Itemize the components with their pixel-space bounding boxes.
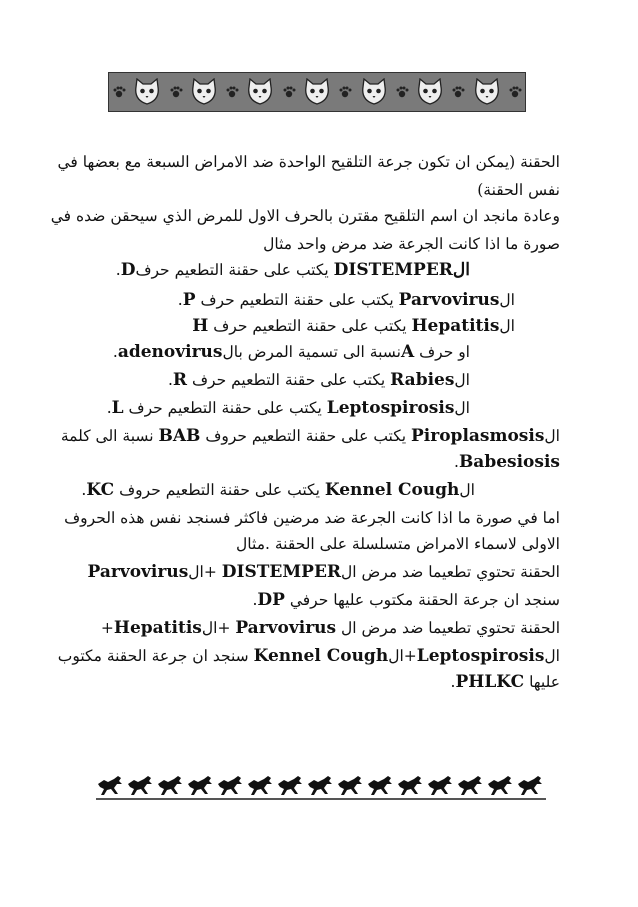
running-dog-icon xyxy=(458,776,482,795)
running-dog-icon xyxy=(488,776,512,795)
cat-face-icon xyxy=(415,78,445,106)
text-line xyxy=(263,234,560,254)
text-segment: او حرف xyxy=(414,343,470,361)
running-dogs-footer xyxy=(96,768,546,802)
running-dog-icon xyxy=(428,776,452,795)
running-dog-icon xyxy=(338,776,362,795)
text-segment: يكتب على حقنة التطعيم حروف xyxy=(114,481,325,499)
text-segment: اما في صورة ما اذا كانت الجرعة ضد مرضين فاكثر فسنجد نفس هذه الحروف xyxy=(64,509,560,527)
text-segment: P xyxy=(182,290,196,310)
text-segment: ال xyxy=(454,399,470,417)
text-segment: DISTEMPER xyxy=(333,260,453,280)
text-segment: يكتب على حقنة التطعيم حروف xyxy=(200,427,412,445)
text-segment: DP xyxy=(257,590,285,610)
text-line xyxy=(88,562,560,582)
text-segment: ال xyxy=(499,317,515,335)
text-segment: L xyxy=(111,398,124,418)
text-segment: adenovirus xyxy=(117,342,223,362)
text-segment: . xyxy=(252,591,258,609)
cat-face-icon xyxy=(302,78,332,106)
text-segment: ال xyxy=(452,260,470,280)
text-segment: +ال xyxy=(201,619,236,637)
text-segment: صورة ما اذا كانت الجرعة ضد مرض واحد مثال xyxy=(263,235,560,253)
text-segment: . xyxy=(112,343,118,361)
text-segment: + xyxy=(100,619,114,637)
text-segment: نسبة الى تسمية المرض بال xyxy=(222,343,401,361)
text-segment: نفس الحقنة) xyxy=(477,181,560,199)
text-segment: Babesiosis xyxy=(458,452,560,472)
text-segment: Piroplasmosis xyxy=(411,426,545,446)
running-dog-icon xyxy=(128,776,152,795)
running-dog-icon xyxy=(398,776,422,795)
text-segment: Leptospirosis xyxy=(416,646,545,666)
paw-print-icon xyxy=(395,85,409,99)
text-segment: ال xyxy=(459,481,475,499)
running-dog-icon xyxy=(308,776,332,795)
text-segment: Leptospirosis xyxy=(326,398,455,418)
text-line xyxy=(454,452,560,472)
text-line xyxy=(451,672,560,692)
paw-print-icon xyxy=(169,85,183,99)
paw-print-icon xyxy=(508,85,522,99)
cat-face-icon xyxy=(189,78,219,106)
cat-banner xyxy=(108,72,526,112)
text-segment: DISTEMPER xyxy=(221,562,342,582)
text-segment: ال xyxy=(544,427,560,445)
text-segment: . xyxy=(454,453,459,471)
text-line xyxy=(477,180,560,200)
text-segment: R xyxy=(172,370,188,390)
cat-face-icon xyxy=(245,78,275,106)
text-segment: الحقنة تحتوي تطعيما ضد مرض ال xyxy=(336,619,560,637)
text-segment: . xyxy=(106,399,112,417)
cat-face-icon xyxy=(132,78,162,106)
text-segment: H xyxy=(192,316,209,336)
running-dog-icon xyxy=(218,776,242,795)
text-line xyxy=(51,206,560,226)
text-segment: عليها xyxy=(524,673,560,691)
text-line xyxy=(192,316,515,336)
text-segment: الاولى لاسماء الامراض متسلسلة على الحقنة .مثال xyxy=(236,535,560,553)
text-segment: سنجد ان جرعة الحقنة مكتوب عليها حرفي xyxy=(284,591,560,609)
text-segment: Kennel Cough xyxy=(324,480,460,500)
text-segment: +ال xyxy=(188,563,222,581)
text-segment: سنجد ان جرعة الحقنة مكتوب xyxy=(57,647,254,665)
text-segment: . xyxy=(177,291,183,309)
text-line xyxy=(116,260,470,280)
text-segment: Parvovirus xyxy=(235,618,337,638)
text-segment: ال xyxy=(544,647,560,665)
text-segment: Rabies xyxy=(390,370,455,390)
text-line xyxy=(252,590,560,610)
running-dog-icon xyxy=(278,776,302,795)
text-line xyxy=(57,152,560,172)
paw-print-icon xyxy=(225,85,239,99)
cat-face-icon xyxy=(359,78,389,106)
text-segment: يكتب على حقنة التطعيم حرف xyxy=(135,261,334,279)
text-segment: الحقنة (يمكن ان تكون جرعة التلقيح الواحدة ضد الامراض السبعة مع بعضها في xyxy=(57,153,560,171)
text-segment: KC xyxy=(86,480,115,500)
text-segment: Hepatitis xyxy=(113,618,202,638)
text-segment: . xyxy=(81,481,87,499)
text-segment: BAB xyxy=(158,426,201,446)
cat-face-icon xyxy=(472,78,502,106)
text-segment: يكتب على حقنة التطعيم حرف xyxy=(123,399,327,417)
paw-print-icon xyxy=(282,85,296,99)
text-segment: . xyxy=(167,371,173,389)
text-segment: . xyxy=(450,673,456,691)
text-line xyxy=(168,370,470,390)
text-line xyxy=(58,646,560,666)
running-dog-icon xyxy=(158,776,182,795)
paw-print-icon xyxy=(451,85,465,99)
paw-print-icon xyxy=(338,85,352,99)
text-line xyxy=(81,480,475,500)
text-line xyxy=(236,534,560,554)
text-line xyxy=(101,618,560,638)
text-segment: Parvovirus xyxy=(398,290,500,310)
footer-rule xyxy=(96,798,546,800)
text-segment: +ال xyxy=(388,647,417,665)
text-segment: Hepatitis xyxy=(411,316,500,336)
running-dog-icon xyxy=(368,776,392,795)
running-dog-icon xyxy=(188,776,212,795)
paw-print-icon xyxy=(112,85,126,99)
text-segment: وعادة مانجد ان اسم التلقيح مقترن بالحرف الاول للمرض الذي سيحقن ضده في xyxy=(50,207,560,225)
text-segment: ال xyxy=(499,291,515,309)
running-dog-icon xyxy=(98,776,122,795)
text-segment: D xyxy=(120,260,136,280)
text-line xyxy=(107,398,470,418)
text-line xyxy=(178,290,515,310)
text-segment: الحقنة تحتوي تطعيما ضد مرض ال xyxy=(341,563,560,581)
text-line xyxy=(64,508,560,528)
text-segment: A xyxy=(400,342,415,362)
running-dog-icon xyxy=(248,776,272,795)
text-segment: . xyxy=(115,261,121,279)
text-segment: PHLKC xyxy=(455,672,525,692)
text-segment: Kennel Cough xyxy=(253,646,389,666)
text-segment: Parvovirus xyxy=(87,562,189,582)
text-line xyxy=(61,426,560,446)
text-segment: يكتب على حقنة التطعيم حرف xyxy=(195,291,399,309)
text-segment: يكتب على حقنة التطعيم حرف xyxy=(187,371,391,389)
text-segment: نسبة الى كلمة xyxy=(60,427,159,445)
running-dog-icon xyxy=(518,776,542,795)
text-segment: يكتب على حقنة التطعيم حرف xyxy=(208,317,412,335)
text-line xyxy=(113,342,470,362)
text-segment: ال xyxy=(454,371,470,389)
